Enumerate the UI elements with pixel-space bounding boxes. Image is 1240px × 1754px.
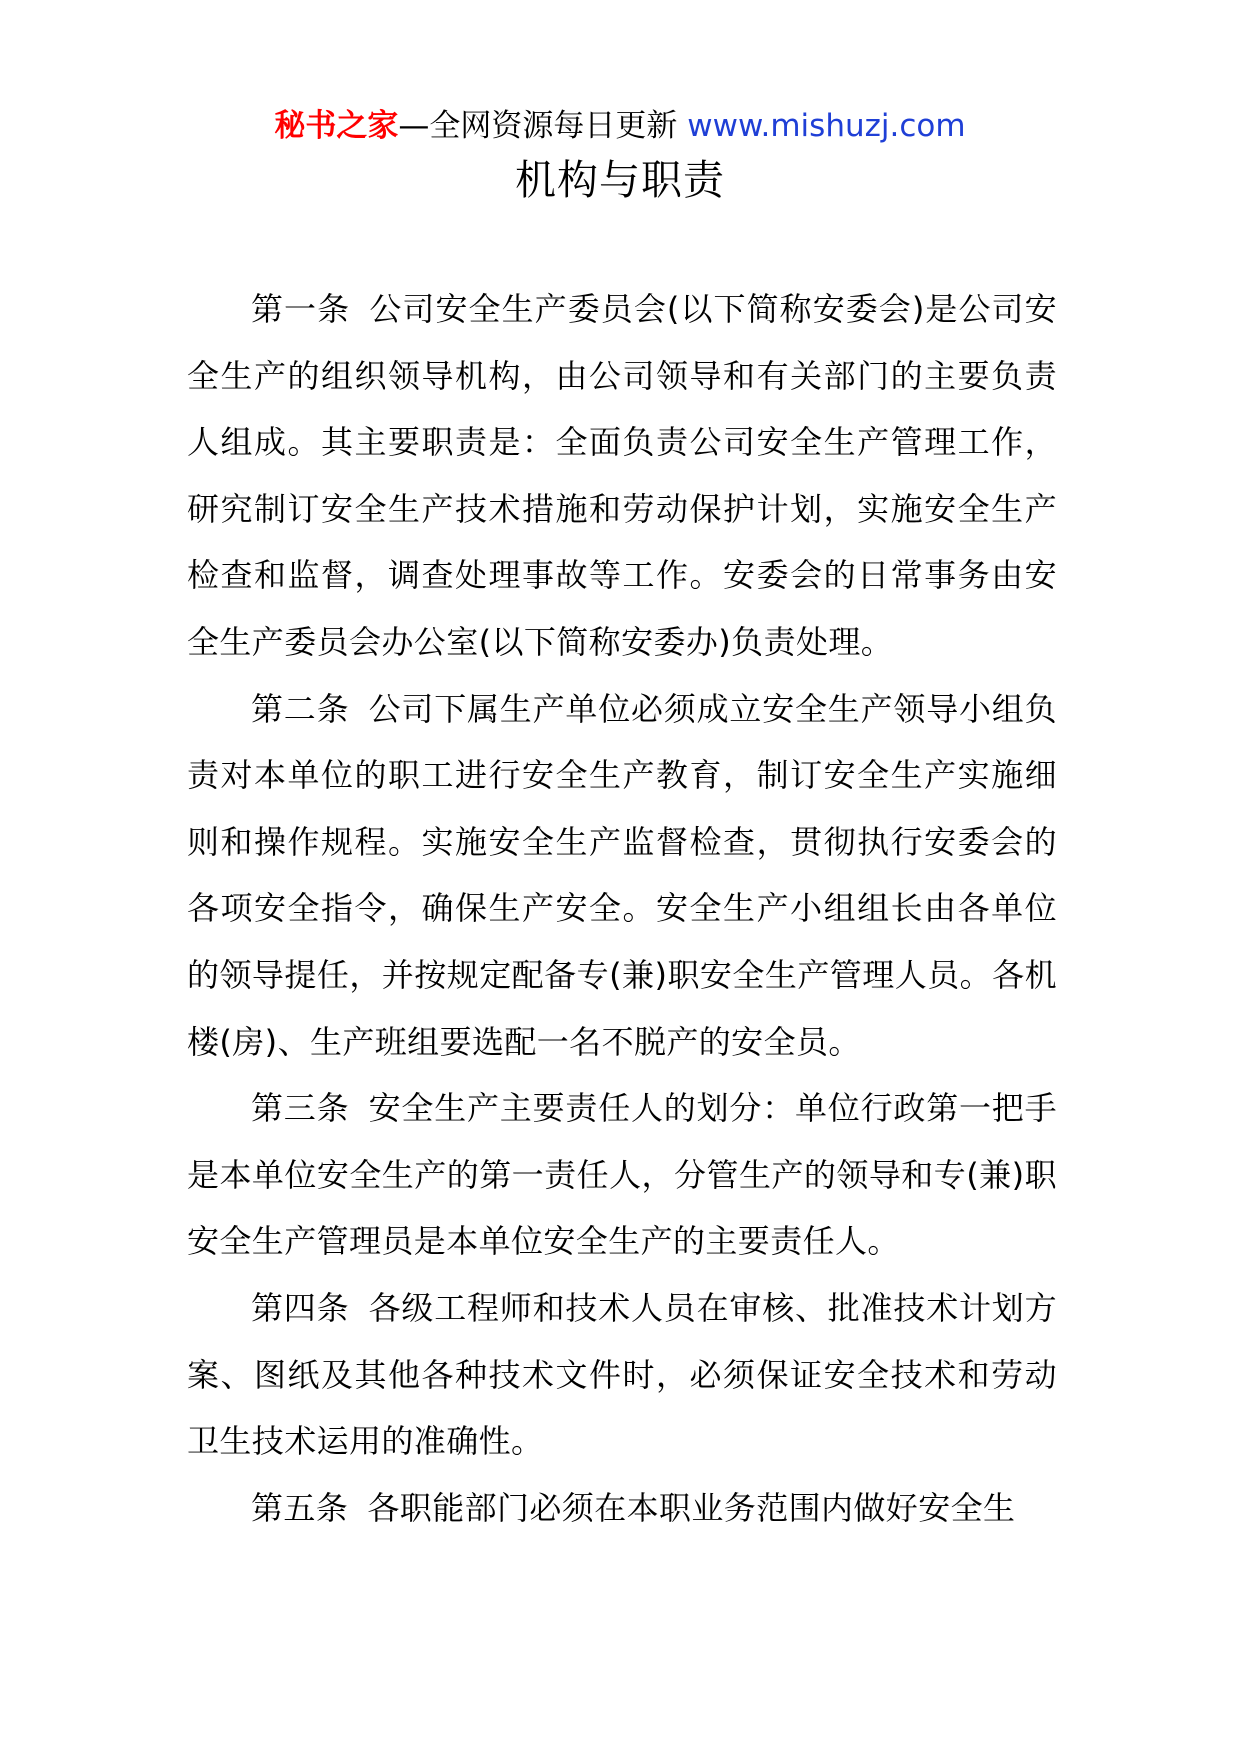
article-paragraph <box>187 1475 1057 1542</box>
article-text: 各级工程师和技术人员在审核、批准技术计划方案、图纸及其他各种技术文件时，必须保证安全技术和劳动卫生技术运用的准确性。 <box>187 1288 1057 1461</box>
site-url-link[interactable]: www.mishuzj.com <box>687 108 966 144</box>
article-number: 第四条 <box>251 1288 350 1327</box>
article-text: 安全生产主要责任人的划分：单位行政第一把手是本单位安全生产的第一责任人，分管生产的领导和专(兼)职安全生产管理员是本单位安全生产的主要责任人。 <box>187 1089 1057 1261</box>
article-text: 公司下属生产单位必须成立安全生产领导小组负责对本单位的职工进行安全生产教育，制订安全生产实施细则和操作规程。实施安全生产监督检查，贯彻执行安委会的各项安全指令，确保生产安全。安全生产小组组长由各单位的领导提任，并按规定配备专(兼)职安全生产管理人员。各机楼(房)、生产班组要选配一名不脱产的安全员。 <box>187 689 1057 1061</box>
article-text: 各职能部门必须在本职业务范围内做好安全生 <box>367 1488 1016 1527</box>
site-header <box>0 98 1240 154</box>
article-number: 第一条 <box>251 290 351 328</box>
document-title: 机构与职责 <box>515 156 725 204</box>
article-paragraph <box>187 1275 1057 1475</box>
site-brand: 秘书之家 <box>274 108 399 144</box>
article-text: 公司安全生产委员会(以下简称安委会)是公司安全生产的组织领导机构，由公司领导和有关部门的主要负责人组成。其主要职责是：全面负责公司安全生产管理工作，研究制订安全生产技术措施和劳动保护计划，实施安全生产检查和监督，调查处理事故等工作。安委会的日常事务由安全生产委员会办公室(以下简称安委办)负责处理。 <box>187 290 1057 661</box>
article-number: 第五条 <box>251 1488 349 1527</box>
article-paragraph <box>187 1075 1057 1275</box>
article-paragraph <box>187 276 1057 676</box>
document-body <box>187 276 1057 1541</box>
article-number: 第二条 <box>251 689 350 728</box>
article-number: 第三条 <box>251 1089 350 1128</box>
site-tagline: —全网资源每日更新 <box>398 108 688 144</box>
article-paragraph <box>187 676 1057 1076</box>
